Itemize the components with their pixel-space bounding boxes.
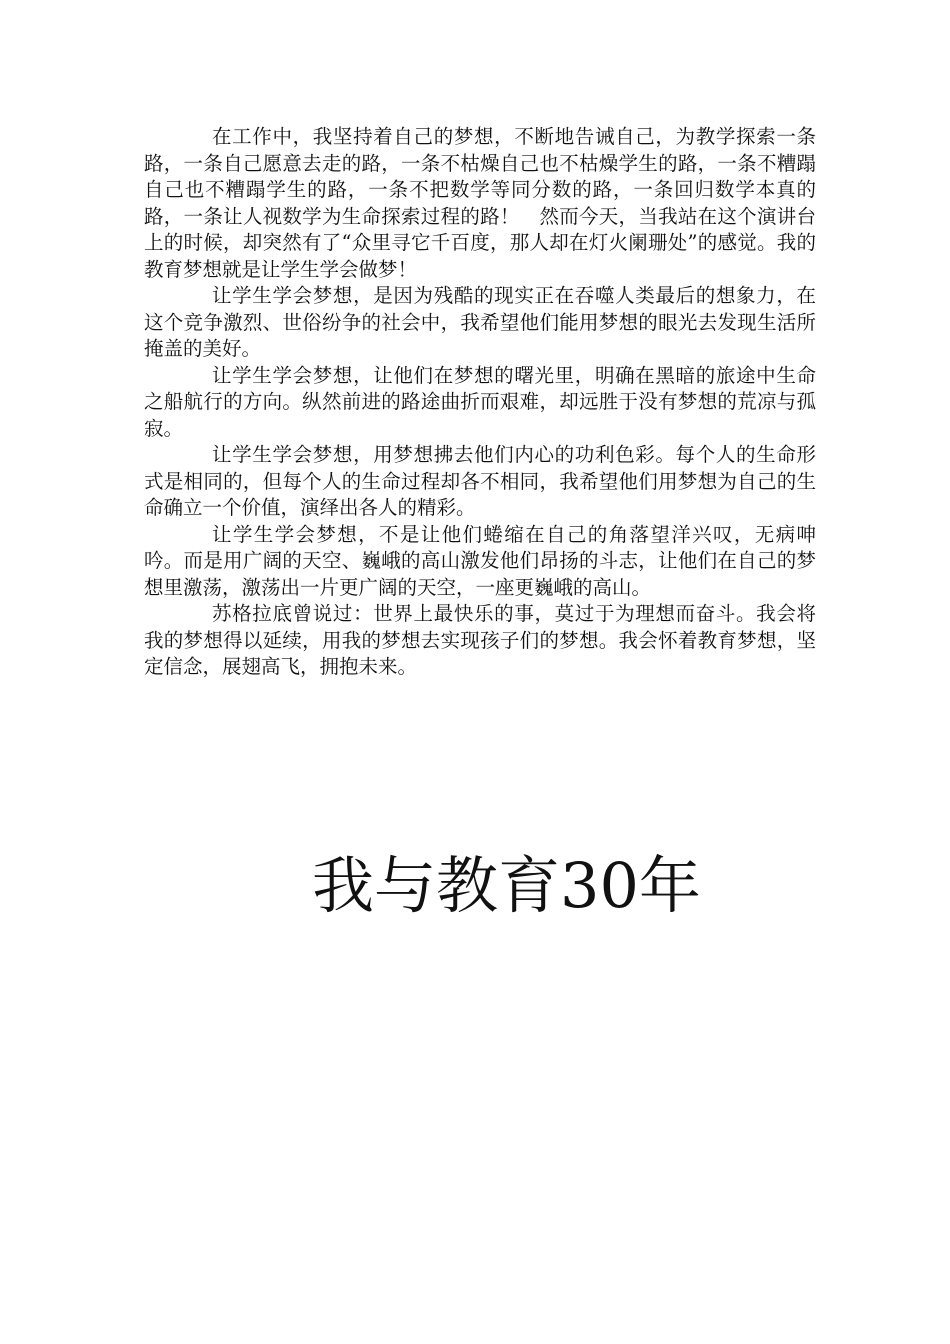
paragraph-1: 在工作中，我坚持着自己的梦想，不断地告诫自己，为教学探索一条路，一条自己愿意去走的路，一条不枯燥自己也不枯燥学生的路，一条不糟蹋自己也不糟蹋学生的路，一条不把数学等同分数的路，一条回归数学本真的路，一条让人视数学为生命探索过程的路！ 然而今天，当我站在这个演讲台上的时候，却突然有了“众里寻它千百度，那人却在灯火阑珊处”的感觉。我的教育梦想就是让学生学会做梦！ bbox=[144, 125, 816, 281]
paragraph-3: 让学生学会梦想，让他们在梦想的曙光里，明确在黑暗的旅途中生命之船航行的方向。纵然前进的路途曲折而艰难，却远胜于没有梦想的荒凉与孤寂。 bbox=[144, 363, 816, 440]
paragraph-5: 让学生学会梦想，不是让他们蜷缩在自己的角落望洋兴叹，无病呻吟。而是用广阔的天空、巍峨的高山激发他们昂扬的斗志，让他们在自己的梦想里激荡，激荡出一片更广阔的天空，一座更巍峨的高山。 bbox=[144, 522, 816, 599]
paragraph-4: 让学生学会梦想，用梦想拂去他们内心的功利色彩。每个人的生命形式是相同的，但每个人的生命过程却各不相同，我希望他们用梦想为自己的生命确立一个价值，演绎出各人的精彩。 bbox=[144, 443, 816, 519]
paragraph-2: 让学生学会梦想，是因为残酷的现实正在吞噬人类最后的想象力，在这个竞争激烈、世俗纷争的社会中，我希望他们能用梦想的眼光去发现生活所掩盖的美好。 bbox=[144, 284, 816, 360]
document-title: 我与教育30年 bbox=[312, 849, 701, 922]
paragraph-6: 苏格拉底曾说过：世界上最快乐的事，莫过于为理想而奋斗。我会将我的梦想得以延续，用我的梦想去实现孩子们的梦想。我会怀着教育梦想，坚定信念，展翅高飞，拥抱未来。 bbox=[144, 602, 816, 678]
body-text bbox=[144, 124, 816, 681]
